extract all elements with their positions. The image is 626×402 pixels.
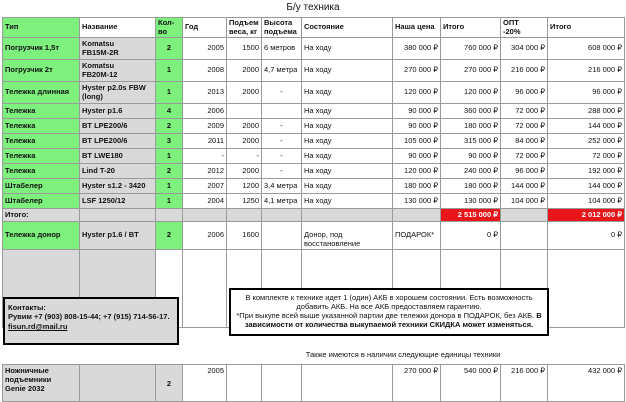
cell-height: 4,7 метра bbox=[262, 60, 302, 82]
total-empty-cell bbox=[501, 209, 548, 222]
contacts-phones: Рувим +7 (903) 808-15-44; +7 (915) 714-56-17. bbox=[8, 312, 170, 322]
cell-opt: 84 000 ₽ bbox=[501, 134, 548, 149]
donor-price: ПОДАРОК* bbox=[393, 222, 441, 250]
extra-type: Ножничные подъемники Genie 2032 bbox=[3, 365, 80, 402]
cell-name: BT LWE180 bbox=[80, 149, 156, 164]
cell-state: На ходу bbox=[302, 194, 393, 209]
cell-lift: - bbox=[227, 149, 262, 164]
cell-year: 2006 bbox=[183, 104, 227, 119]
cell-total2: 608 000 ₽ bbox=[548, 38, 625, 60]
extra-total: 540 000 ₽ bbox=[441, 365, 501, 402]
cell-total: 240 000 ₽ bbox=[441, 164, 501, 179]
donor-height bbox=[262, 222, 302, 250]
table-row bbox=[3, 119, 625, 134]
note-line1: В комплекте к технике идет 1 (один) АКБ в хорошем состоянии. Есть возможность добавить АКБ. На все АКБ предоставляем гарантию. bbox=[245, 293, 533, 311]
cell-total2: 252 000 ₽ bbox=[548, 134, 625, 149]
header-price: Наша цена bbox=[393, 18, 441, 38]
total-empty-cell bbox=[156, 209, 183, 222]
contacts-email-link[interactable]: fisun.rd@mail.ru bbox=[8, 321, 68, 331]
header-qty: Кол- во bbox=[156, 18, 183, 38]
donor-state: Донор, под восстановление bbox=[302, 222, 393, 250]
extra-name bbox=[80, 365, 156, 402]
total-empty-cell bbox=[262, 209, 302, 222]
cell-state: На ходу bbox=[302, 82, 393, 104]
cell-qty: 3 bbox=[156, 134, 183, 149]
cell-lift: 1250 bbox=[227, 194, 262, 209]
cell-year: 2009 bbox=[183, 119, 227, 134]
note-line2: *При выкупе всей выше указанной партии две тележки донора в ПОДАРОК, без АКБ. bbox=[236, 311, 537, 320]
cell-qty: 2 bbox=[156, 38, 183, 60]
cell-price: 180 000 ₽ bbox=[393, 179, 441, 194]
cell-price: 90 000 ₽ bbox=[393, 104, 441, 119]
cell-total: 180 000 ₽ bbox=[441, 119, 501, 134]
table-row bbox=[3, 60, 625, 82]
cell-state: На ходу bbox=[302, 104, 393, 119]
cell-opt: 216 000 ₽ bbox=[501, 60, 548, 82]
header-name: Название bbox=[80, 18, 156, 38]
cell-total2: 288 000 ₽ bbox=[548, 104, 625, 119]
extra-qty: 2 bbox=[156, 365, 183, 402]
also-available-text: Также имеются в наличии следующие единицы техники bbox=[305, 350, 501, 359]
donor-opt bbox=[501, 222, 548, 250]
cell-state: На ходу bbox=[302, 38, 393, 60]
cell-state: На ходу bbox=[302, 179, 393, 194]
cell-type: Погрузчик 2т bbox=[3, 60, 80, 82]
cell-name: Hyster s1.2 - 3420 bbox=[80, 179, 156, 194]
cell-name: LSF 1250/12 bbox=[80, 194, 156, 209]
cell-year: 2011 bbox=[183, 134, 227, 149]
cell-total: 315 000 ₽ bbox=[441, 134, 501, 149]
cell-height: - bbox=[262, 134, 302, 149]
cell-price: 270 000 ₽ bbox=[393, 60, 441, 82]
cell-opt: 72 000 ₽ bbox=[501, 104, 548, 119]
spacer-cell bbox=[183, 250, 227, 328]
cell-price: 90 000 ₽ bbox=[393, 149, 441, 164]
cell-height: 4,1 метра bbox=[262, 194, 302, 209]
extra-year: 2005 bbox=[183, 365, 227, 402]
cell-lift: 2000 bbox=[227, 134, 262, 149]
cell-lift: 2000 bbox=[227, 82, 262, 104]
table-row bbox=[3, 194, 625, 209]
donor-lift: 1600 bbox=[227, 222, 262, 250]
total-empty-cell bbox=[183, 209, 227, 222]
header-height: Высота подъема bbox=[262, 18, 302, 38]
cell-qty: 1 bbox=[156, 82, 183, 104]
spacer-cell bbox=[548, 250, 625, 328]
cell-type: Штабелер bbox=[3, 194, 80, 209]
cell-height: 6 метров bbox=[262, 38, 302, 60]
extra-row bbox=[3, 365, 625, 402]
total-empty-cell bbox=[227, 209, 262, 222]
cell-total: 760 000 ₽ bbox=[441, 38, 501, 60]
cell-qty: 2 bbox=[156, 119, 183, 134]
table-row bbox=[3, 149, 625, 164]
cell-total: 270 000 ₽ bbox=[441, 60, 501, 82]
donor-name: Hyster p1.6 / BT bbox=[80, 222, 156, 250]
note-box bbox=[229, 288, 549, 336]
header-type: Тип bbox=[3, 18, 80, 38]
cell-name: Hyster p1.6 bbox=[80, 104, 156, 119]
cell-qty: 1 bbox=[156, 194, 183, 209]
cell-total: 130 000 ₽ bbox=[441, 194, 501, 209]
cell-type: Тележка bbox=[3, 164, 80, 179]
donor-type: Тележка донор bbox=[3, 222, 80, 250]
donor-row bbox=[3, 222, 625, 250]
cell-height: - bbox=[262, 82, 302, 104]
grand-total: 2 515 000 ₽ bbox=[441, 209, 501, 222]
cell-total2: 72 000 ₽ bbox=[548, 149, 625, 164]
cell-total: 360 000 ₽ bbox=[441, 104, 501, 119]
contacts-label: Контакты: bbox=[8, 303, 46, 312]
cell-total: 180 000 ₽ bbox=[441, 179, 501, 194]
cell-price: 120 000 ₽ bbox=[393, 164, 441, 179]
cell-year: - bbox=[183, 149, 227, 164]
cell-total2: 104 000 ₽ bbox=[548, 194, 625, 209]
extra-height bbox=[262, 365, 302, 402]
extra-state bbox=[302, 365, 393, 402]
cell-qty: 1 bbox=[156, 149, 183, 164]
cell-total2: 192 000 ₽ bbox=[548, 164, 625, 179]
header-year: Год bbox=[183, 18, 227, 38]
cell-state: На ходу bbox=[302, 60, 393, 82]
cell-height: 3,4 метра bbox=[262, 179, 302, 194]
cell-lift: 1500 bbox=[227, 38, 262, 60]
table-row bbox=[3, 179, 625, 194]
cell-qty: 2 bbox=[156, 164, 183, 179]
total-row bbox=[3, 209, 625, 222]
table-row bbox=[3, 38, 625, 60]
cell-lift: 2000 bbox=[227, 119, 262, 134]
cell-total2: 96 000 ₽ bbox=[548, 82, 625, 104]
cell-state: На ходу bbox=[302, 164, 393, 179]
extra-opt: 216 000 ₽ bbox=[501, 365, 548, 402]
cell-total2: 144 000 ₽ bbox=[548, 179, 625, 194]
cell-height: - bbox=[262, 149, 302, 164]
cell-lift: 2000 bbox=[227, 60, 262, 82]
cell-price: 130 000 ₽ bbox=[393, 194, 441, 209]
cell-type: Тележка bbox=[3, 119, 80, 134]
cell-opt: 72 000 ₽ bbox=[501, 119, 548, 134]
cell-price: 120 000 ₽ bbox=[393, 82, 441, 104]
cell-opt: 96 000 ₽ bbox=[501, 82, 548, 104]
cell-height: - bbox=[262, 164, 302, 179]
total-empty-cell bbox=[80, 209, 156, 222]
donor-qty: 2 bbox=[156, 222, 183, 250]
cell-price: 105 000 ₽ bbox=[393, 134, 441, 149]
cell-height: - bbox=[262, 119, 302, 134]
cell-total: 120 000 ₽ bbox=[441, 82, 501, 104]
cell-type: Погрузчик 1,5т bbox=[3, 38, 80, 60]
note-line3: В зависимости от количества выкупаемой техники СКИДКА может изменяться. bbox=[244, 311, 542, 329]
donor-year: 2006 bbox=[183, 222, 227, 250]
cell-type: Штабелер bbox=[3, 179, 80, 194]
cell-name: Komatsu FB15M-2R bbox=[80, 38, 156, 60]
cell-total: 90 000 ₽ bbox=[441, 149, 501, 164]
header-state: Состояние bbox=[302, 18, 393, 38]
donor-total2: 0 ₽ bbox=[548, 222, 625, 250]
cell-name: BT LPE200/6 bbox=[80, 119, 156, 134]
cell-state: На ходу bbox=[302, 134, 393, 149]
cell-total2: 144 000 ₽ bbox=[548, 119, 625, 134]
cell-qty: 4 bbox=[156, 104, 183, 119]
cell-year: 2013 bbox=[183, 82, 227, 104]
cell-year: 2007 bbox=[183, 179, 227, 194]
cell-year: 2012 bbox=[183, 164, 227, 179]
header-lift: Подъем веса, кг bbox=[227, 18, 262, 38]
cell-year: 2004 bbox=[183, 194, 227, 209]
cell-state: На ходу bbox=[302, 119, 393, 134]
cell-opt: 144 000 ₽ bbox=[501, 179, 548, 194]
cell-opt: 72 000 ₽ bbox=[501, 149, 548, 164]
total-label: Итого: bbox=[3, 209, 80, 222]
cell-opt: 96 000 ₽ bbox=[501, 164, 548, 179]
cell-opt: 104 000 ₽ bbox=[501, 194, 548, 209]
header-total: Итого bbox=[441, 18, 501, 38]
cell-type: Тележка bbox=[3, 149, 80, 164]
table-row bbox=[3, 82, 625, 104]
cell-lift bbox=[227, 104, 262, 119]
grand-total-opt: 2 012 000 ₽ bbox=[548, 209, 625, 222]
cell-total2: 216 000 ₽ bbox=[548, 60, 625, 82]
cell-name: Komatsu FB20M-12 bbox=[80, 60, 156, 82]
table-row bbox=[3, 134, 625, 149]
cell-year: 2008 bbox=[183, 60, 227, 82]
cell-name: Lind T-20 bbox=[80, 164, 156, 179]
cell-height bbox=[262, 104, 302, 119]
cell-qty: 1 bbox=[156, 60, 183, 82]
extra-total2: 432 000 ₽ bbox=[548, 365, 625, 402]
cell-type: Тележка bbox=[3, 104, 80, 119]
cell-type: Тележка bbox=[3, 134, 80, 149]
total-empty-cell bbox=[302, 209, 393, 222]
cell-name: BT LPE200/6 bbox=[80, 134, 156, 149]
cell-price: 380 000 ₽ bbox=[393, 38, 441, 60]
cell-opt: 304 000 ₽ bbox=[501, 38, 548, 60]
extra-lift bbox=[227, 365, 262, 402]
cell-type: Тележка длинная bbox=[3, 82, 80, 104]
cell-qty: 1 bbox=[156, 179, 183, 194]
price-table bbox=[2, 17, 625, 328]
total-empty-cell bbox=[393, 209, 441, 222]
cell-lift: 2000 bbox=[227, 164, 262, 179]
cell-price: 90 000 ₽ bbox=[393, 119, 441, 134]
table-row bbox=[3, 164, 625, 179]
header-opt: ОПТ -20% bbox=[501, 18, 548, 38]
cell-lift: 1200 bbox=[227, 179, 262, 194]
header-total2: Итого bbox=[548, 18, 625, 38]
table-row bbox=[3, 104, 625, 119]
contacts-box bbox=[3, 297, 179, 345]
cell-name: Hyster p2.0s FBW (long) bbox=[80, 82, 156, 104]
header-row bbox=[3, 18, 625, 38]
extra-price: 270 000 ₽ bbox=[393, 365, 441, 402]
cell-year: 2005 bbox=[183, 38, 227, 60]
sheet-title: Б/у техника bbox=[286, 2, 340, 13]
cell-state: На ходу bbox=[302, 149, 393, 164]
donor-total: 0 ₽ bbox=[441, 222, 501, 250]
extra-table bbox=[2, 364, 625, 402]
